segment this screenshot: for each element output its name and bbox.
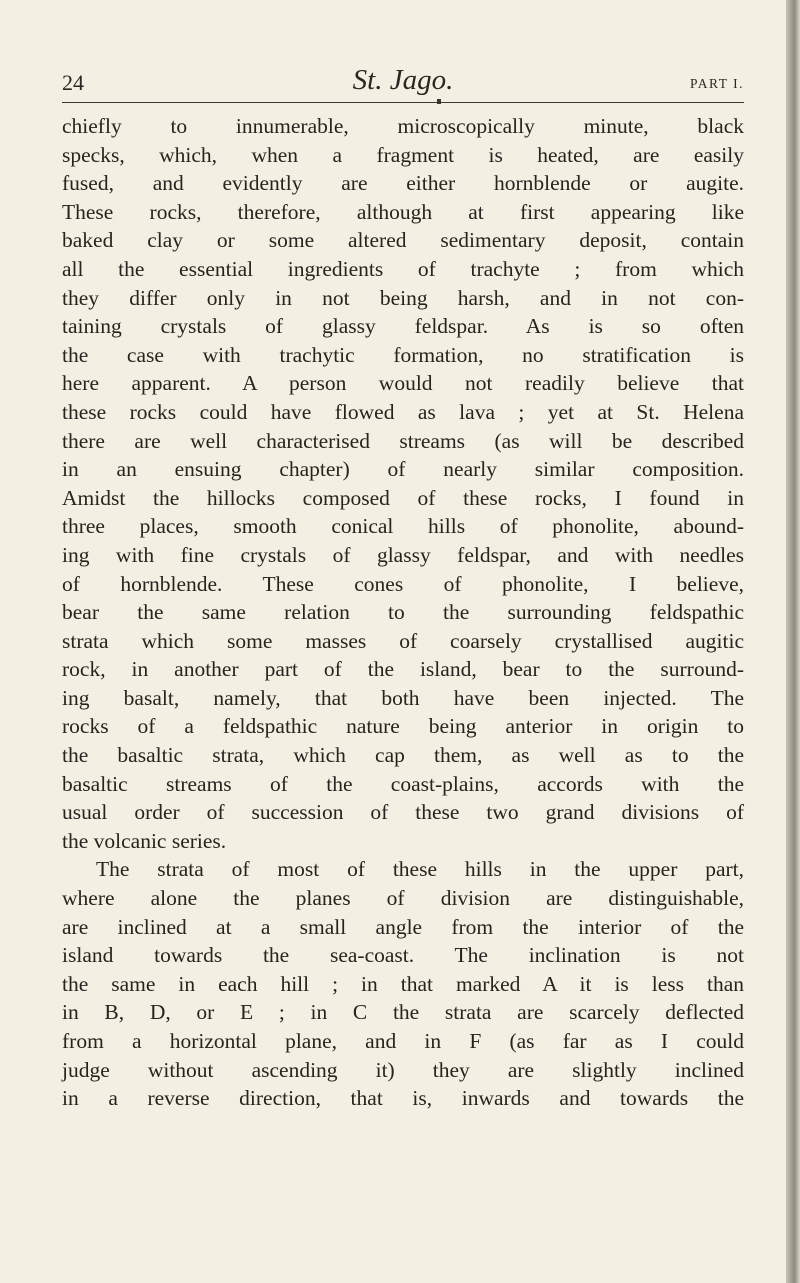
part-label: PART I. [690,76,744,91]
text-line: three places, smooth conical hills of phonolite, abound- [62,514,744,539]
text-line: of hornblende. These cones of phonolite, I believe, [62,571,744,596]
page-header [62,64,744,100]
text-line: ing basalt, namely, that both have been injected. The [62,685,744,710]
text-line: These rocks, therefore, although at first appearing like [62,199,744,224]
text-line: in a reverse direction, that is, inwards and towards the [62,1086,744,1111]
text-line: basaltic streams of the coast-plains, accords with the [62,771,744,796]
text-line: in an ensuing chapter) of nearly similar composition. [62,457,744,482]
running-title: St. Jago. [352,64,454,96]
text-line: in B, D, or E ; in C the strata are scarcely deflected [62,1000,744,1025]
text-line: they differ only in not being harsh, and in not con- [62,285,744,310]
text-line: the basaltic strata, which cap them, as well as to the [62,743,744,768]
text-line: the volcanic series. [62,828,227,853]
text-line: the case with trachytic formation, no stratification is [62,342,744,367]
text-line: there are well characterised streams (as will be described [62,428,744,453]
text-line: here apparent. A person would not readily believe that [62,371,744,396]
text-line: chiefly to innumerable, microscopically minute, black [62,114,744,138]
header-rule [62,102,744,103]
text-line: strata which some masses of coarsely crystallised augitic [62,628,744,653]
text-line: from a horizontal plane, and in F (as far as I could [62,1029,744,1053]
text-line: the same in each hill ; in that marked A it is less than [62,971,744,996]
text-line: these rocks could have flowed as lava ; yet at St. Helena [62,399,744,424]
text-line: all the essential ingredients of trachyte ; from which [62,256,744,281]
text-line: The strata of most of these hills in the upper part, [96,857,744,882]
text-line: ing with fine crystals of glassy feldspar, and with needles [62,542,744,567]
text-line: rocks of a feldspathic nature being anterior in origin to [62,714,744,739]
text-line: where alone the planes of division are distinguishable, [62,886,744,911]
body-text [62,112,744,1113]
text-line: island towards the sea-coast. The inclination is not [62,943,744,968]
text-line: judge without ascending it) they are slightly inclined [62,1057,744,1082]
text-line: rock, in another part of the island, bear to the surround- [62,657,744,682]
text-line: fused, and evidently are either hornblende or augite. [62,171,744,196]
text-line: baked clay or some altered sedimentary deposit, contain [62,228,744,253]
page-number: 24 [62,70,84,95]
text-line: are inclined at a small angle from the interior of the [62,914,744,939]
text-line: bear the same relation to the surrounding feldspathic [62,600,744,625]
text-line: taining crystals of glassy feldspar. As is so often [62,314,744,339]
header-rule-ornament [437,99,441,104]
text-line: usual order of succession of these two grand divisions of [62,800,744,825]
page-edge-shadow [786,0,800,1283]
text-line: specks, which, when a fragment is heated, are easily [62,142,744,167]
text-line: Amidst the hillocks composed of these rocks, I found in [62,485,744,510]
